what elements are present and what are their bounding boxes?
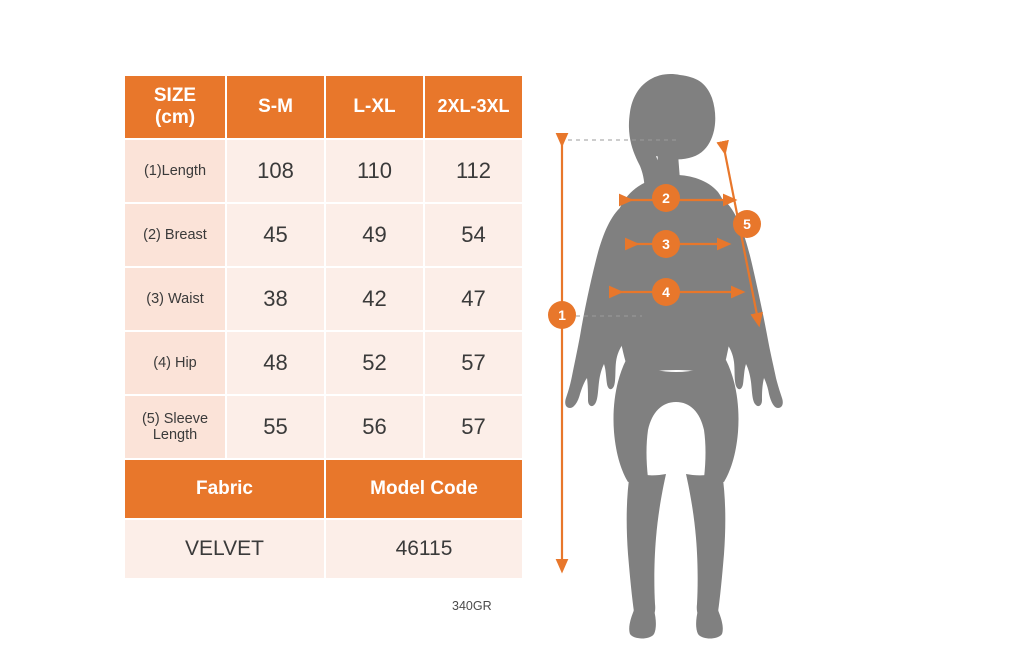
cell-length-sm: 108 — [226, 139, 325, 203]
badge-1-length: 1 — [548, 301, 576, 329]
cell-hip-2xl3xl: 57 — [424, 331, 523, 395]
cell-breast-2xl3xl: 54 — [424, 203, 523, 267]
cell-breast-sm: 45 — [226, 203, 325, 267]
measurement-diagram — [530, 20, 1000, 640]
column-header-size-line1: SIZE — [153, 84, 197, 106]
column-header-size-line2: (cm) — [154, 107, 196, 128]
cell-waist-sm: 38 — [226, 267, 325, 331]
row-label-breast: (2) Breast — [124, 203, 226, 267]
size-chart-table — [123, 74, 524, 580]
body-silhouette-icon — [565, 74, 783, 638]
cell-waist-lxl: 42 — [325, 267, 424, 331]
column-header-2xl3xl: 2XL-3XL — [424, 75, 523, 139]
footer-header-fabric: Fabric — [124, 459, 325, 519]
table-row — [124, 203, 523, 267]
footer-header-model-code: Model Code — [325, 459, 523, 519]
row-label-hip: (4) Hip — [124, 331, 226, 395]
cell-breast-lxl: 49 — [325, 203, 424, 267]
table-footer-header-row — [124, 459, 523, 519]
row-label-sleeve-length: (5) Sleeve Length — [124, 395, 226, 459]
badge-3-waist: 3 — [652, 230, 680, 258]
table-row — [124, 139, 523, 203]
footer-value-model-code: 46115 — [325, 519, 523, 579]
badge-4-hip: 4 — [652, 278, 680, 306]
table-row — [124, 395, 523, 459]
cell-waist-2xl3xl: 47 — [424, 267, 523, 331]
cell-hip-sm: 48 — [226, 331, 325, 395]
table-footer-value-row — [124, 519, 523, 579]
cell-sleeve-2xl3xl: 57 — [424, 395, 523, 459]
column-header-lxl: L-XL — [325, 75, 424, 139]
badge-5-sleeve: 5 — [733, 210, 761, 238]
table-header-row — [124, 75, 523, 139]
cell-length-lxl: 110 — [325, 139, 424, 203]
table-row — [124, 267, 523, 331]
cell-length-2xl3xl: 112 — [424, 139, 523, 203]
column-header-sm: S-M — [226, 75, 325, 139]
row-label-waist: (3) Waist — [124, 267, 226, 331]
column-header-size — [124, 75, 226, 139]
table-row — [124, 331, 523, 395]
female-figure-illustration — [530, 20, 1000, 640]
fabric-weight-note: 340GR — [452, 599, 492, 613]
cell-hip-lxl: 52 — [325, 331, 424, 395]
footer-value-fabric: VELVET — [124, 519, 325, 579]
cell-sleeve-lxl: 56 — [325, 395, 424, 459]
cell-sleeve-sm: 55 — [226, 395, 325, 459]
row-label-length: (1)Length — [124, 139, 226, 203]
badge-2-breast: 2 — [652, 184, 680, 212]
